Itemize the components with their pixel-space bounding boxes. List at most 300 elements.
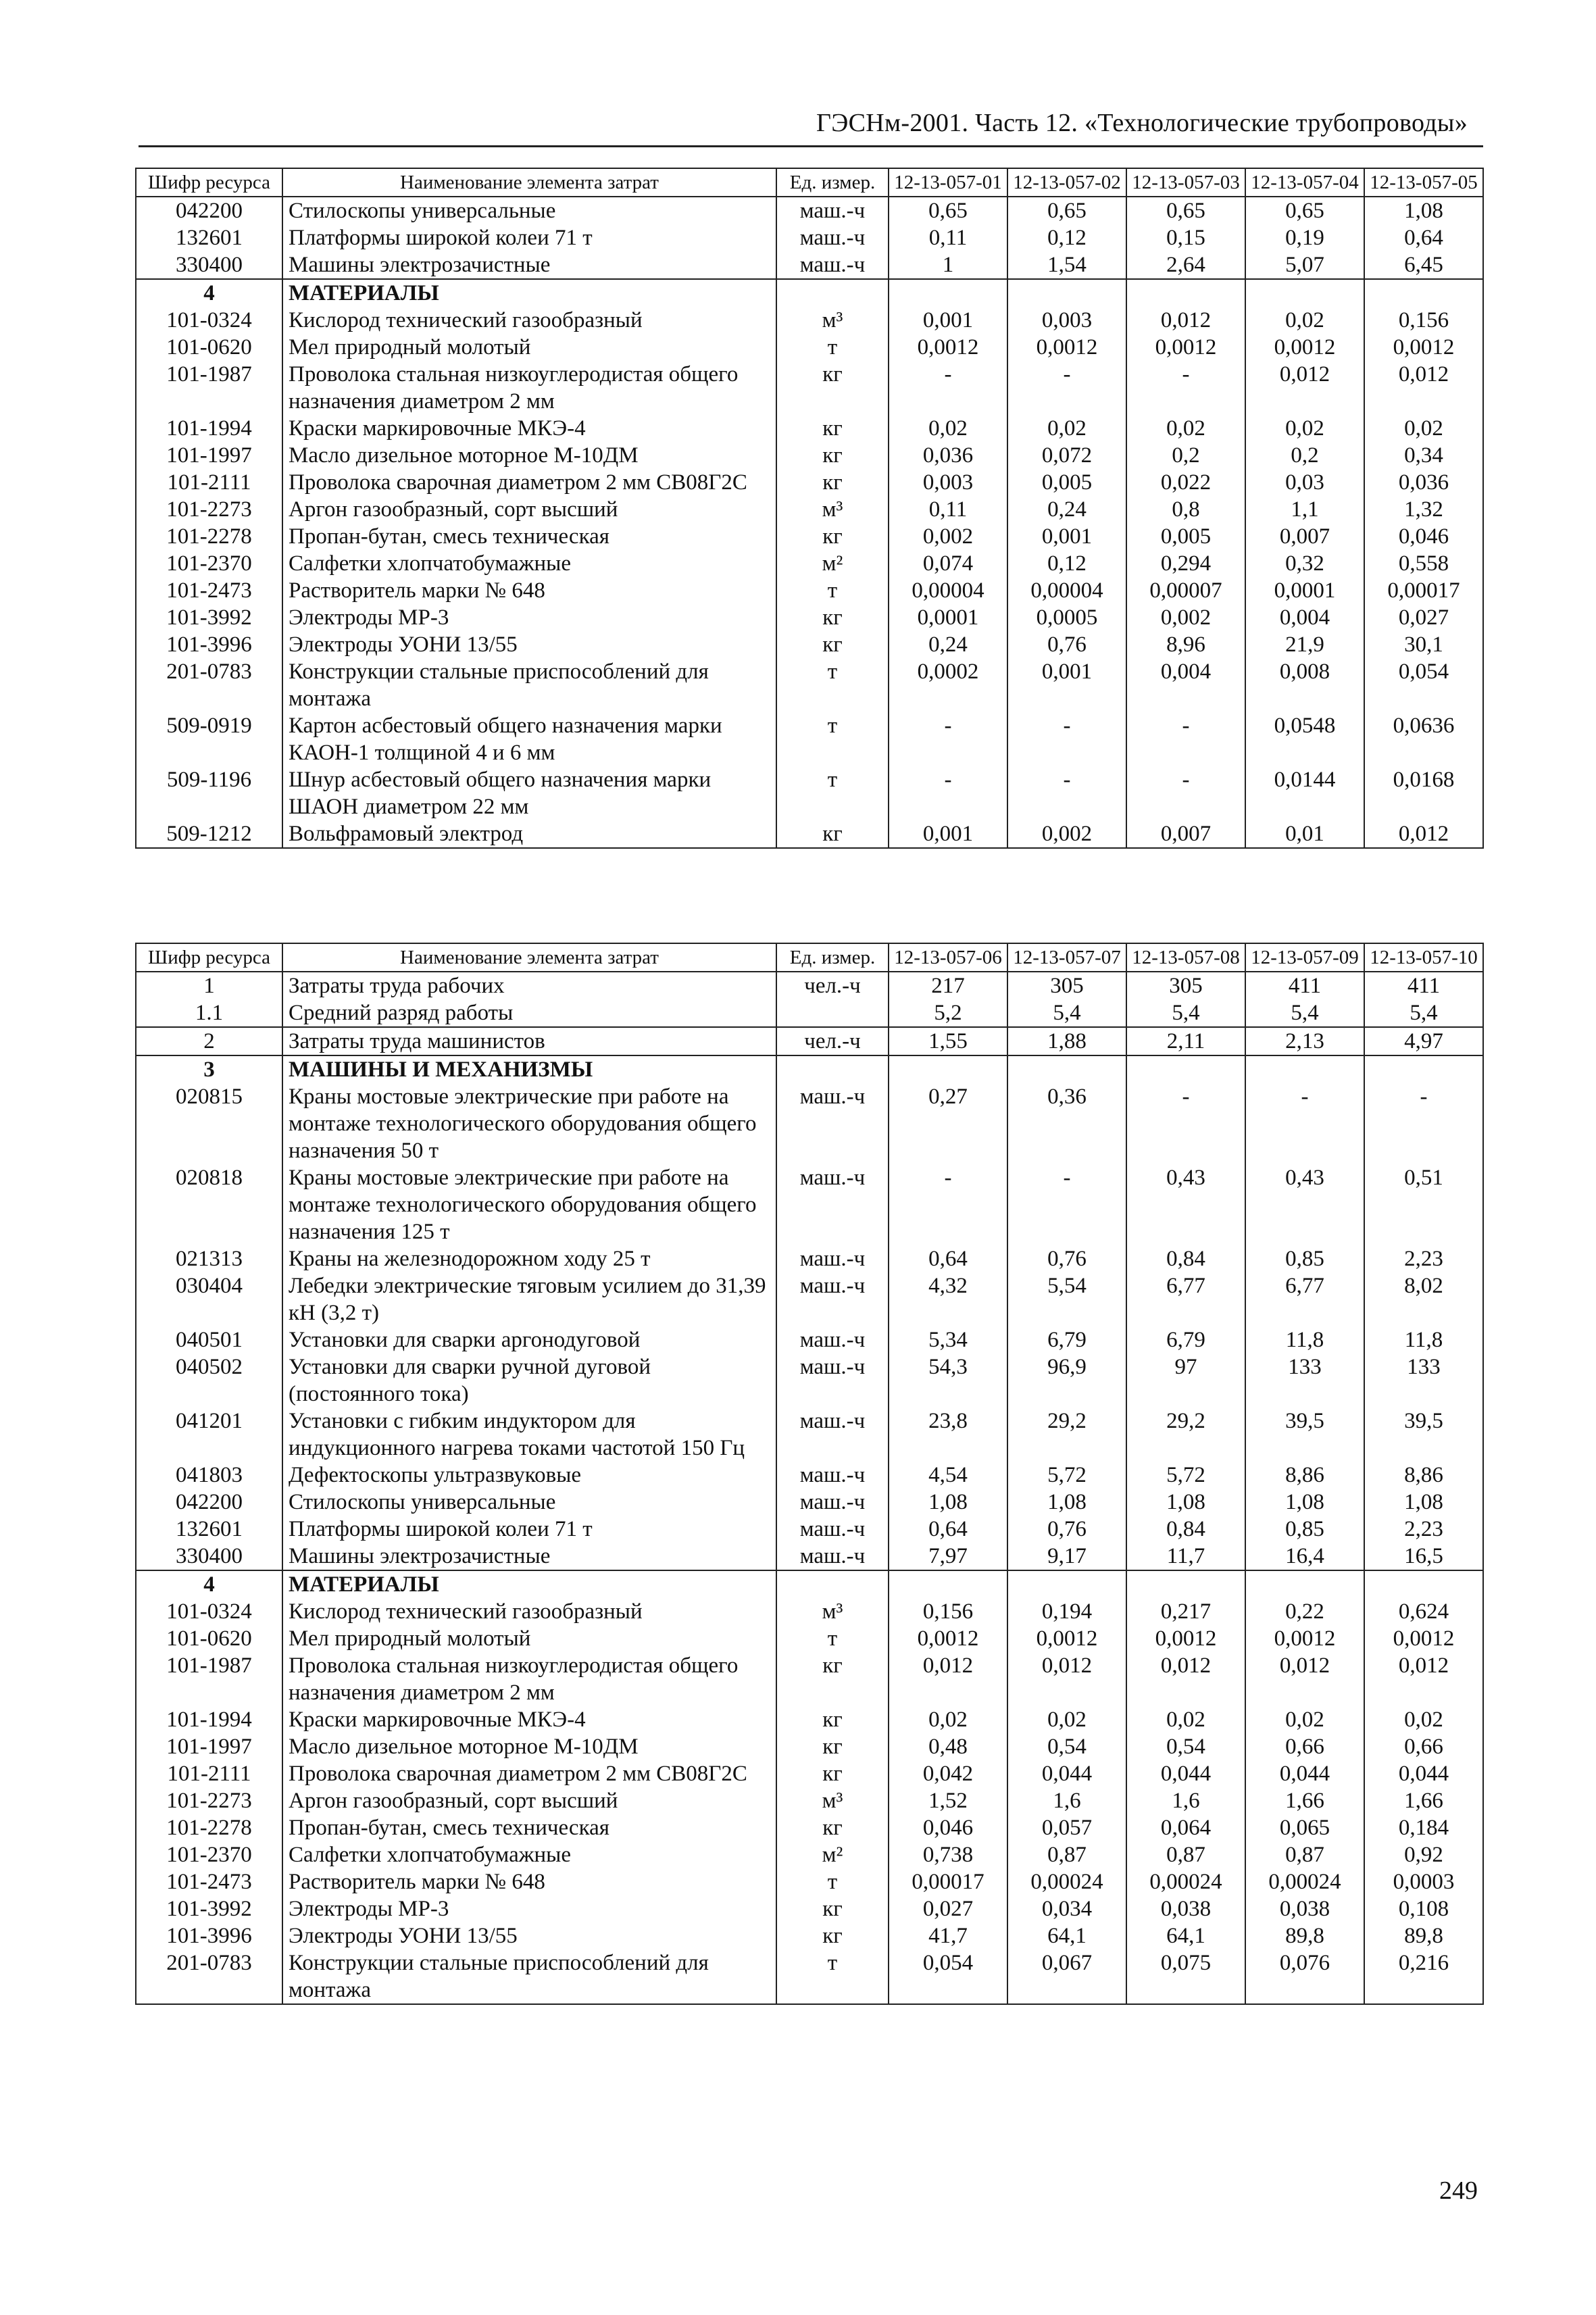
value-cell: 5,2: [889, 999, 1007, 1027]
resource-code-cell: 101-3992: [136, 604, 282, 631]
resource-name-cell: Растворитель марки № 648: [282, 1868, 776, 1895]
value-cell: 0,87: [1126, 1841, 1245, 1868]
unit-cell: маш.-ч: [776, 1353, 889, 1408]
unit-cell: чел.-ч: [776, 972, 889, 999]
value-cell: 0,0012: [1245, 334, 1364, 361]
value-cell: [1126, 1055, 1245, 1083]
resource-code-cell: 4: [136, 1570, 282, 1598]
value-cell: 0,0168: [1364, 766, 1483, 820]
value-cell: 0,02: [889, 1706, 1007, 1733]
resource-code-cell: 101-0324: [136, 307, 282, 334]
value-cell: 0,044: [1364, 1760, 1483, 1787]
resource-name-cell: Масло дизельное моторное М-10ДМ: [282, 1733, 776, 1760]
resource-name-cell: МАТЕРИАЛЫ: [282, 1570, 776, 1598]
value-cell: -: [1007, 1164, 1126, 1245]
value-cell: 0,66: [1245, 1733, 1364, 1760]
resource-code-cell: 101-3996: [136, 1922, 282, 1949]
resource-name-cell: Пропан-бутан, смесь техническая: [282, 523, 776, 550]
value-cell: 5,4: [1126, 999, 1245, 1027]
table-row: [136, 1462, 1483, 1489]
value-cell: -: [889, 1164, 1007, 1245]
resource-name-cell: Краны на железнодорожном ходу 25 т: [282, 1245, 776, 1272]
value-cell: 1,52: [889, 1787, 1007, 1814]
unit-cell: [776, 1055, 889, 1083]
resource-name-cell: Машины электрозачистные: [282, 251, 776, 279]
resource-code-cell: 101-2111: [136, 1760, 282, 1787]
value-cell: 0,64: [889, 1516, 1007, 1543]
value-cell: 0,057: [1007, 1814, 1126, 1841]
column-header-code: Шифр ресурса: [136, 168, 282, 197]
value-cell: 0,027: [1364, 604, 1483, 631]
resource-code-cell: 4: [136, 279, 282, 307]
unit-cell: кг: [776, 415, 889, 442]
value-cell: 0,03: [1245, 469, 1364, 496]
section-row: [136, 279, 1483, 307]
table-row: [136, 1326, 1483, 1353]
value-cell: 0,558: [1364, 550, 1483, 577]
unit-cell: маш.-ч: [776, 1245, 889, 1272]
resource-code-cell: 101-2273: [136, 1787, 282, 1814]
value-cell: 0,012: [1007, 1652, 1126, 1706]
resource-name-cell: Проволока сварочная диаметром 2 мм СВ08Г2С: [282, 469, 776, 496]
value-cell: 0,02: [1007, 415, 1126, 442]
unit-cell: м²: [776, 1841, 889, 1868]
value-cell: 0,00007: [1126, 577, 1245, 604]
resource-name-cell: Салфетки хлопчатобумажные: [282, 1841, 776, 1868]
value-cell: 0,042: [889, 1760, 1007, 1787]
value-cell: 0,0012: [1007, 1625, 1126, 1652]
resource-code-cell: 201-0783: [136, 658, 282, 712]
column-header-value: 12-13-057-03: [1126, 168, 1245, 197]
value-cell: 0,002: [1126, 604, 1245, 631]
value-cell: 39,5: [1245, 1408, 1364, 1462]
unit-cell: [776, 999, 889, 1027]
value-cell: 0,194: [1007, 1598, 1126, 1625]
value-cell: -: [1126, 1083, 1245, 1164]
value-cell: 0,0548: [1245, 712, 1364, 766]
unit-cell: маш.-ч: [776, 1543, 889, 1570]
value-cell: 305: [1126, 972, 1245, 999]
resource-name-cell: Установки для сварки аргонодуговой: [282, 1326, 776, 1353]
resource-name-cell: Платформы широкой колеи 71 т: [282, 224, 776, 251]
resource-code-cell: 101-2278: [136, 1814, 282, 1841]
value-cell: 4,54: [889, 1462, 1007, 1489]
value-cell: 0,32: [1245, 550, 1364, 577]
page-number: 249: [1439, 2176, 1478, 2205]
resource-code-cell: 040501: [136, 1326, 282, 1353]
unit-cell: кг: [776, 820, 889, 848]
value-cell: 23,8: [889, 1408, 1007, 1462]
resource-name-cell: МАТЕРИАЛЫ: [282, 279, 776, 307]
value-cell: 64,1: [1007, 1922, 1126, 1949]
value-cell: 0,2: [1126, 442, 1245, 469]
table-row: [136, 1814, 1483, 1841]
table-row: [136, 496, 1483, 523]
value-cell: 0,038: [1126, 1895, 1245, 1922]
value-cell: 0,54: [1126, 1733, 1245, 1760]
value-cell: 5,4: [1245, 999, 1364, 1027]
resource-name-cell: Проволока стальная низкоуглеродистая общего назначения диаметром 2 мм: [282, 361, 776, 415]
value-cell: 0,003: [889, 469, 1007, 496]
resource-name-cell: Картон асбестовый общего назначения марки КАОН-1 толщиной 4 и 6 мм: [282, 712, 776, 766]
table-row: [136, 415, 1483, 442]
value-cell: 0,054: [1364, 658, 1483, 712]
value-cell: 217: [889, 972, 1007, 999]
unit-cell: кг: [776, 442, 889, 469]
table-row: [136, 820, 1483, 848]
unit-cell: кг: [776, 361, 889, 415]
value-cell: 0,064: [1126, 1814, 1245, 1841]
unit-cell: маш.-ч: [776, 251, 889, 279]
unit-cell: маш.-ч: [776, 197, 889, 224]
value-cell: 30,1: [1364, 631, 1483, 658]
value-cell: 0,84: [1126, 1245, 1245, 1272]
resource-name-cell: Растворитель марки № 648: [282, 577, 776, 604]
value-cell: 0,038: [1245, 1895, 1364, 1922]
table-row: [136, 1272, 1483, 1326]
value-cell: -: [1126, 712, 1245, 766]
value-cell: 11,8: [1364, 1326, 1483, 1353]
value-cell: 0,012: [1126, 1652, 1245, 1706]
table-body: [136, 197, 1483, 848]
value-cell: 0,007: [1245, 523, 1364, 550]
value-cell: 0,044: [1007, 1760, 1126, 1787]
unit-cell: маш.-ч: [776, 1489, 889, 1516]
value-cell: 0,02: [1364, 1706, 1483, 1733]
table-row: [136, 604, 1483, 631]
resource-name-cell: Электроды МР-3: [282, 604, 776, 631]
resource-code-cell: 2: [136, 1027, 282, 1055]
value-cell: 0,076: [1245, 1949, 1364, 2004]
resource-code-cell: 041201: [136, 1408, 282, 1462]
value-cell: 0,02: [1126, 415, 1245, 442]
resource-code-cell: 101-1987: [136, 1652, 282, 1706]
value-cell: 0,00004: [1007, 577, 1126, 604]
value-cell: 0,87: [1007, 1841, 1126, 1868]
value-cell: 0,012: [1126, 307, 1245, 334]
value-cell: 0,19: [1245, 224, 1364, 251]
value-cell: 5,4: [1007, 999, 1126, 1027]
value-cell: 0,002: [1007, 820, 1126, 848]
value-cell: 1,66: [1245, 1787, 1364, 1814]
value-cell: 0,036: [1364, 469, 1483, 496]
value-cell: 96,9: [1007, 1353, 1126, 1408]
unit-cell: т: [776, 658, 889, 712]
table-row: [136, 307, 1483, 334]
value-cell: -: [1007, 712, 1126, 766]
value-cell: 0,738: [889, 1841, 1007, 1868]
value-cell: 8,02: [1364, 1272, 1483, 1326]
value-cell: 6,79: [1007, 1326, 1126, 1353]
resource-name-cell: Кислород технический газообразный: [282, 1598, 776, 1625]
unit-cell: т: [776, 334, 889, 361]
resource-name-cell: Аргон газообразный, сорт высший: [282, 1787, 776, 1814]
value-cell: 6,77: [1245, 1272, 1364, 1326]
value-cell: 0,34: [1364, 442, 1483, 469]
value-cell: 0,0001: [889, 604, 1007, 631]
value-cell: 0,0636: [1364, 712, 1483, 766]
value-cell: 6,77: [1126, 1272, 1245, 1326]
value-cell: 0,0012: [1007, 334, 1126, 361]
value-cell: 0,84: [1126, 1516, 1245, 1543]
resource-code-cell: 1.1: [136, 999, 282, 1027]
value-cell: 0,64: [889, 1245, 1007, 1272]
value-cell: 0,001: [889, 307, 1007, 334]
value-cell: 0,66: [1364, 1733, 1483, 1760]
unit-cell: маш.-ч: [776, 1164, 889, 1245]
table-row: [136, 631, 1483, 658]
resource-code-cell: 101-2111: [136, 469, 282, 496]
column-header-value: 12-13-057-07: [1007, 943, 1126, 972]
unit-cell: т: [776, 712, 889, 766]
value-cell: 0,074: [889, 550, 1007, 577]
value-cell: 0,294: [1126, 550, 1245, 577]
value-cell: 0,0001: [1245, 577, 1364, 604]
value-cell: [1126, 1570, 1245, 1598]
resource-code-cell: 101-2473: [136, 1868, 282, 1895]
value-cell: 0,001: [889, 820, 1007, 848]
resource-name-cell: Масло дизельное моторное М-10ДМ: [282, 442, 776, 469]
resource-name-cell: Краны мостовые электрические при работе на монтаже технологического оборудования общего назначения 50 т: [282, 1083, 776, 1164]
resource-code-cell: 042200: [136, 197, 282, 224]
column-header-value: 12-13-057-01: [889, 168, 1007, 197]
resource-code-cell: 101-0324: [136, 1598, 282, 1625]
resource-code-cell: 101-1997: [136, 1733, 282, 1760]
value-cell: 0,8: [1126, 496, 1245, 523]
unit-cell: кг: [776, 1895, 889, 1922]
column-header-value: 12-13-057-10: [1364, 943, 1483, 972]
table-row: [136, 550, 1483, 577]
value-cell: 0,51: [1364, 1164, 1483, 1245]
value-cell: [1007, 1055, 1126, 1083]
table-row: [136, 523, 1483, 550]
value-cell: 0,12: [1007, 550, 1126, 577]
value-cell: 16,4: [1245, 1543, 1364, 1570]
resource-code-cell: 030404: [136, 1272, 282, 1326]
value-cell: -: [889, 766, 1007, 820]
value-cell: 1,54: [1007, 251, 1126, 279]
value-cell: 0,001: [1007, 523, 1126, 550]
value-cell: 5,34: [889, 1326, 1007, 1353]
resource-code-cell: 101-1994: [136, 415, 282, 442]
value-cell: 0,76: [1007, 1245, 1126, 1272]
value-cell: 0,034: [1007, 1895, 1126, 1922]
value-cell: 0,12: [1007, 224, 1126, 251]
unit-cell: т: [776, 1949, 889, 2004]
resource-name-cell: Средний разряд работы: [282, 999, 776, 1027]
value-cell: 29,2: [1007, 1408, 1126, 1462]
unit-cell: кг: [776, 604, 889, 631]
value-cell: 0,02: [1126, 1706, 1245, 1733]
value-cell: 1,55: [889, 1027, 1007, 1055]
value-cell: 0,027: [889, 1895, 1007, 1922]
table-row: [136, 1625, 1483, 1652]
unit-cell: кг: [776, 469, 889, 496]
value-cell: 0,00024: [1126, 1868, 1245, 1895]
value-cell: 0,046: [889, 1814, 1007, 1841]
value-cell: [889, 279, 1007, 307]
resource-code-cell: 101-1994: [136, 1706, 282, 1733]
value-cell: 1,08: [1007, 1489, 1126, 1516]
unit-cell: т: [776, 1625, 889, 1652]
value-cell: 0,00024: [1245, 1868, 1364, 1895]
table-row: [136, 1408, 1483, 1462]
value-cell: 0,005: [1126, 523, 1245, 550]
value-cell: 0,046: [1364, 523, 1483, 550]
unit-cell: кг: [776, 523, 889, 550]
value-cell: 0,108: [1364, 1895, 1483, 1922]
resource-name-cell: Шнур асбестовый общего назначения марки ШАОН диаметром 22 мм: [282, 766, 776, 820]
resource-code-cell: 509-1196: [136, 766, 282, 820]
table-row: [136, 442, 1483, 469]
table-row: [136, 1027, 1483, 1055]
value-cell: -: [1126, 361, 1245, 415]
value-cell: 0,02: [1245, 415, 1364, 442]
section-row: [136, 1055, 1483, 1083]
value-cell: 39,5: [1364, 1408, 1483, 1462]
table-row: [136, 1868, 1483, 1895]
table-row: [136, 1083, 1483, 1164]
resource-name-cell: Платформы широкой колеи 71 т: [282, 1516, 776, 1543]
value-cell: 0,065: [1245, 1814, 1364, 1841]
value-cell: 2,11: [1126, 1027, 1245, 1055]
resource-code-cell: 330400: [136, 1543, 282, 1570]
resource-code-cell: 101-0620: [136, 1625, 282, 1652]
resource-code-cell: 330400: [136, 251, 282, 279]
value-cell: 0,004: [1126, 658, 1245, 712]
value-cell: 0,02: [1245, 1706, 1364, 1733]
resource-code-cell: 101-2473: [136, 577, 282, 604]
resource-code-cell: 041803: [136, 1462, 282, 1489]
resource-name-cell: Салфетки хлопчатобумажные: [282, 550, 776, 577]
value-cell: 1,08: [1126, 1489, 1245, 1516]
value-cell: 21,9: [1245, 631, 1364, 658]
unit-cell: кг: [776, 1760, 889, 1787]
resource-name-cell: Проволока стальная низкоуглеродистая общего назначения диаметром 2 мм: [282, 1652, 776, 1706]
value-cell: 0,156: [889, 1598, 1007, 1625]
value-cell: 0,00024: [1007, 1868, 1126, 1895]
value-cell: [1364, 279, 1483, 307]
value-cell: 0,11: [889, 496, 1007, 523]
value-cell: 1,1: [1245, 496, 1364, 523]
table-row: [136, 361, 1483, 415]
table-row: [136, 1706, 1483, 1733]
table-row: [136, 1733, 1483, 1760]
table-row: [136, 972, 1483, 999]
value-cell: 0,005: [1007, 469, 1126, 496]
section-row: [136, 1570, 1483, 1598]
value-cell: 8,86: [1245, 1462, 1364, 1489]
resource-name-cell: Машины электрозачистные: [282, 1543, 776, 1570]
value-cell: 0,85: [1245, 1245, 1364, 1272]
value-cell: 0,11: [889, 224, 1007, 251]
resource-name-cell: Установки для сварки ручной дуговой (постоянного тока): [282, 1353, 776, 1408]
unit-cell: т: [776, 766, 889, 820]
value-cell: 11,7: [1126, 1543, 1245, 1570]
value-cell: 0,012: [1245, 361, 1364, 415]
value-cell: 0,012: [1364, 1652, 1483, 1706]
value-cell: 0,036: [889, 442, 1007, 469]
value-cell: 0,0012: [1364, 1625, 1483, 1652]
value-cell: 1,6: [1007, 1787, 1126, 1814]
table-row: [136, 658, 1483, 712]
resource-name-cell: Конструкции стальные приспособлений для монтажа: [282, 1949, 776, 2004]
value-cell: -: [1126, 766, 1245, 820]
value-cell: [1245, 279, 1364, 307]
value-cell: 0,044: [1245, 1760, 1364, 1787]
resource-table-1: [135, 168, 1484, 849]
table-row: [136, 1841, 1483, 1868]
table-header-row: [136, 168, 1483, 197]
value-cell: 0,00004: [889, 577, 1007, 604]
value-cell: 29,2: [1126, 1408, 1245, 1462]
column-header-name: Наименование элемента затрат: [282, 168, 776, 197]
value-cell: 133: [1245, 1353, 1364, 1408]
table-row: [136, 577, 1483, 604]
value-cell: 0,022: [1126, 469, 1245, 496]
table-row: [136, 999, 1483, 1027]
unit-cell: маш.-ч: [776, 1462, 889, 1489]
resource-name-cell: Затраты труда рабочих: [282, 972, 776, 999]
resource-name-cell: Затраты труда машинистов: [282, 1027, 776, 1055]
value-cell: 0,012: [1364, 361, 1483, 415]
value-cell: 1,66: [1364, 1787, 1483, 1814]
value-cell: 2,23: [1364, 1516, 1483, 1543]
resource-name-cell: Аргон газообразный, сорт высший: [282, 496, 776, 523]
table-row: [136, 1760, 1483, 1787]
value-cell: 0,01: [1245, 820, 1364, 848]
resource-code-cell: 021313: [136, 1245, 282, 1272]
resource-name-cell: МАШИНЫ И МЕХАНИЗМЫ: [282, 1055, 776, 1083]
value-cell: 0,004: [1245, 604, 1364, 631]
table-row: [136, 224, 1483, 251]
table-row: [136, 1949, 1483, 2004]
value-cell: 0,003: [1007, 307, 1126, 334]
value-cell: 0,0012: [889, 1625, 1007, 1652]
value-cell: 1,08: [1364, 197, 1483, 224]
unit-cell: [776, 279, 889, 307]
value-cell: 0,0012: [1126, 1625, 1245, 1652]
value-cell: 0,24: [889, 631, 1007, 658]
value-cell: 5,72: [1007, 1462, 1126, 1489]
value-cell: 1,08: [1364, 1489, 1483, 1516]
table-row: [136, 1598, 1483, 1625]
unit-cell: кг: [776, 1733, 889, 1760]
value-cell: 0,217: [1126, 1598, 1245, 1625]
value-cell: 1,32: [1364, 496, 1483, 523]
header-rule: [139, 145, 1483, 147]
unit-cell: м³: [776, 496, 889, 523]
resource-code-cell: 132601: [136, 1516, 282, 1543]
value-cell: 0,43: [1126, 1164, 1245, 1245]
value-cell: 0,00017: [1364, 577, 1483, 604]
value-cell: 0,072: [1007, 442, 1126, 469]
unit-cell: [776, 1570, 889, 1598]
value-cell: 1,08: [889, 1489, 1007, 1516]
unit-cell: м³: [776, 1598, 889, 1625]
unit-cell: маш.-ч: [776, 1408, 889, 1462]
value-cell: [889, 1570, 1007, 1598]
resource-name-cell: Вольфрамовый электрод: [282, 820, 776, 848]
value-cell: 1,88: [1007, 1027, 1126, 1055]
value-cell: 0,0002: [889, 658, 1007, 712]
value-cell: 0,27: [889, 1083, 1007, 1164]
resource-code-cell: 020818: [136, 1164, 282, 1245]
table-header-row: [136, 943, 1483, 972]
value-cell: 0,0012: [1126, 334, 1245, 361]
value-cell: 0,156: [1364, 307, 1483, 334]
value-cell: 0,64: [1364, 224, 1483, 251]
